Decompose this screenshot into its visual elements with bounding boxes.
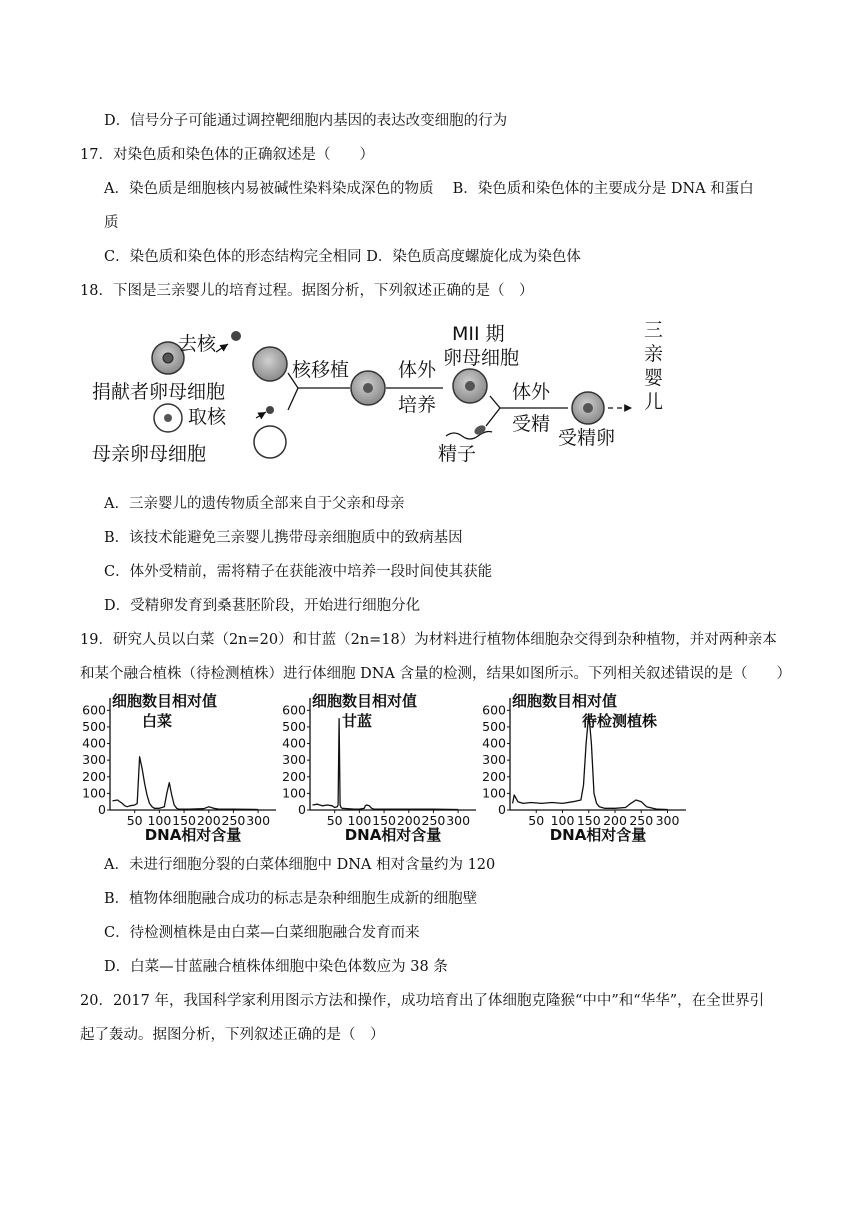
q18-option-c: C．体外受精前，需将精子在获能液中培养一段时间使其获能: [104, 564, 493, 580]
q19-option-c: C．待检测植株是由白菜—白菜细胞融合发育而来: [104, 925, 420, 941]
x-axis-label: DNA相对含量: [144, 826, 242, 844]
label-baby-2: 亲: [644, 343, 664, 365]
y-tick-label: 400: [482, 735, 506, 751]
x-tick-label: 150: [576, 813, 601, 828]
x-tick-label: 200: [396, 813, 421, 828]
label-baby-1: 三: [644, 319, 664, 341]
x-tick-label: 250: [421, 813, 446, 828]
x-tick-label: 50: [126, 813, 143, 828]
y-axis-label: 细胞数目相对值: [312, 692, 418, 710]
label-zygote: 受精卵: [558, 427, 616, 449]
y-axis-label: 细胞数目相对值: [112, 692, 218, 710]
series-line: [313, 719, 459, 810]
label-take-nucleus: 取核: [188, 406, 227, 428]
q17-option-b-continued: 质: [104, 215, 119, 231]
chart-ganlan: [270, 690, 480, 850]
x-tick-label: 200: [603, 813, 627, 828]
q18-option-d: D．受精卵发育到桑葚胚阶段，开始进行细胞分化: [104, 598, 421, 614]
label-culture: 培养: [398, 394, 437, 416]
y-tick-label: 100: [282, 785, 306, 801]
mother-nucleus: [266, 406, 274, 414]
q20-stem-line1: 20．2017 年，我国科学家利用图示方法和操作，成功培育出了体细胞克隆猴“中中”和“华华”，在全世界引: [80, 993, 765, 1009]
label-fertilization: 受精: [512, 413, 551, 435]
q18-stem: 18．下图是三亲婴儿的培育过程。据图分析，下列叙述正确的是（ ）: [80, 283, 534, 299]
x-tick-label: 250: [221, 813, 246, 828]
zygote: [572, 392, 604, 424]
q19-option-d: D．白菜—甘蓝融合植株体细胞中染色体数应为 38 条: [104, 959, 448, 975]
q16-option-d: D．信号分子可能通过调控靶细胞内基因的表达改变细胞的行为: [104, 113, 508, 129]
y-tick-label: 300: [482, 752, 506, 768]
y-tick-label: 0: [298, 802, 306, 817]
label-donor-oocyte: 捐献者卵母细胞: [92, 381, 226, 403]
q18-option-b: B．该技术能避免三亲婴儿携带母亲细胞质中的致病基因: [104, 530, 463, 546]
label-mii-stage: MII 期: [452, 323, 505, 345]
y-tick-label: 200: [82, 768, 106, 784]
removed-nucleus: [231, 331, 241, 341]
x-tick-label: 150: [372, 813, 396, 828]
x-tick-label: 50: [326, 813, 343, 828]
chart-test-plant: [470, 690, 690, 850]
enucleated-donor-oocyte: [253, 347, 287, 381]
x-tick-label: 50: [528, 813, 545, 828]
label-baby-3: 婴: [644, 367, 664, 389]
label-in-vitro-2: 体外: [512, 381, 551, 403]
y-tick-label: 200: [282, 768, 306, 784]
y-axis-label: 细胞数目相对值: [512, 692, 618, 710]
q17-option-cd: C．染色质和染色体的形态结构完全相同 D．染色质高度螺旋化成为染色体: [104, 249, 581, 265]
label-remove-nucleus: 去核: [178, 333, 217, 355]
chart-title: 甘蓝: [342, 712, 373, 730]
y-tick-label: 500: [82, 718, 106, 734]
enucleated-mother-oocyte: [254, 426, 286, 458]
q19-stem-line2: 和某个融合植株（待检测植株）进行体细胞 DNA 含量的检测，结果如图所示。下列相关叙述错误的是（ ）: [80, 666, 791, 682]
q18-option-a: A．三亲婴儿的遗传物质全部来自于父亲和母亲: [104, 496, 405, 512]
y-tick-label: 300: [82, 752, 106, 768]
y-tick-label: 600: [82, 702, 106, 718]
y-tick-label: 200: [482, 768, 506, 784]
label-nuclear-transfer: 核移植: [292, 359, 350, 381]
x-tick-label: 300: [655, 813, 680, 828]
chart-title: 白菜: [142, 712, 173, 730]
x-tick-label: 250: [629, 813, 654, 828]
x-tick-label: 100: [347, 813, 372, 828]
q19-stem-line1: 19．研究人员以白菜（2n=20）和甘蓝（2n=18）为材料进行植物体细胞杂交得到杂种植物，并对两种亲本: [80, 632, 777, 648]
y-tick-label: 400: [282, 735, 306, 751]
y-tick-label: 600: [482, 702, 506, 718]
x-tick-label: 150: [172, 813, 196, 828]
q20-stem-line2: 起了轰动。据图分析，下列叙述正确的是（ ）: [80, 1027, 385, 1043]
label-baby-4: 儿: [644, 391, 664, 413]
x-tick-label: 200: [196, 813, 221, 828]
y-tick-label: 500: [282, 718, 306, 734]
y-tick-label: 100: [482, 785, 506, 801]
y-tick-label: 100: [82, 785, 106, 801]
q17-option-ab: A．染色质是细胞核内易被碱性染料染成深色的物质 B．染色质和染色体的主要成分是 DNA 和蛋白: [104, 181, 754, 197]
y-tick-label: 500: [482, 718, 506, 734]
y-tick-label: 0: [98, 802, 106, 817]
x-tick-label: 100: [147, 813, 172, 828]
series-line: [113, 757, 259, 810]
label-in-vitro-1: 体外: [398, 359, 437, 381]
x-tick-label: 300: [446, 813, 471, 828]
q19-option-a: A．未进行细胞分裂的白菜体细胞中 DNA 相对含量约为 120: [104, 857, 496, 873]
label-oocyte: 卵母细胞: [443, 347, 520, 369]
q19-option-b: B．植物体细胞融合成功的标志是杂种细胞生成新的细胞壁: [104, 891, 478, 907]
x-axis-label: DNA相对含量: [549, 826, 647, 844]
q17-stem: 17．对染色质和染色体的正确叙述是（ ）: [80, 147, 374, 163]
y-tick-label: 0: [498, 802, 506, 817]
chart-baicai: [70, 690, 280, 850]
y-tick-label: 300: [282, 752, 306, 768]
three-parent-baby-diagram: [88, 318, 688, 468]
mii-oocyte: [453, 369, 487, 403]
chart-title: 待检测植株: [582, 712, 658, 730]
y-tick-label: 400: [82, 735, 106, 751]
label-mother-oocyte: 母亲卵母细胞: [92, 443, 207, 465]
x-tick-label: 100: [550, 813, 575, 828]
label-sperm: 精子: [438, 443, 477, 465]
mother-oocyte: [154, 404, 182, 432]
reconstructed-cell: [351, 371, 385, 405]
sperm-tail: [446, 432, 492, 440]
x-tick-label: 300: [246, 813, 271, 828]
y-tick-label: 600: [282, 702, 306, 718]
x-axis-label: DNA相对含量: [344, 826, 442, 844]
